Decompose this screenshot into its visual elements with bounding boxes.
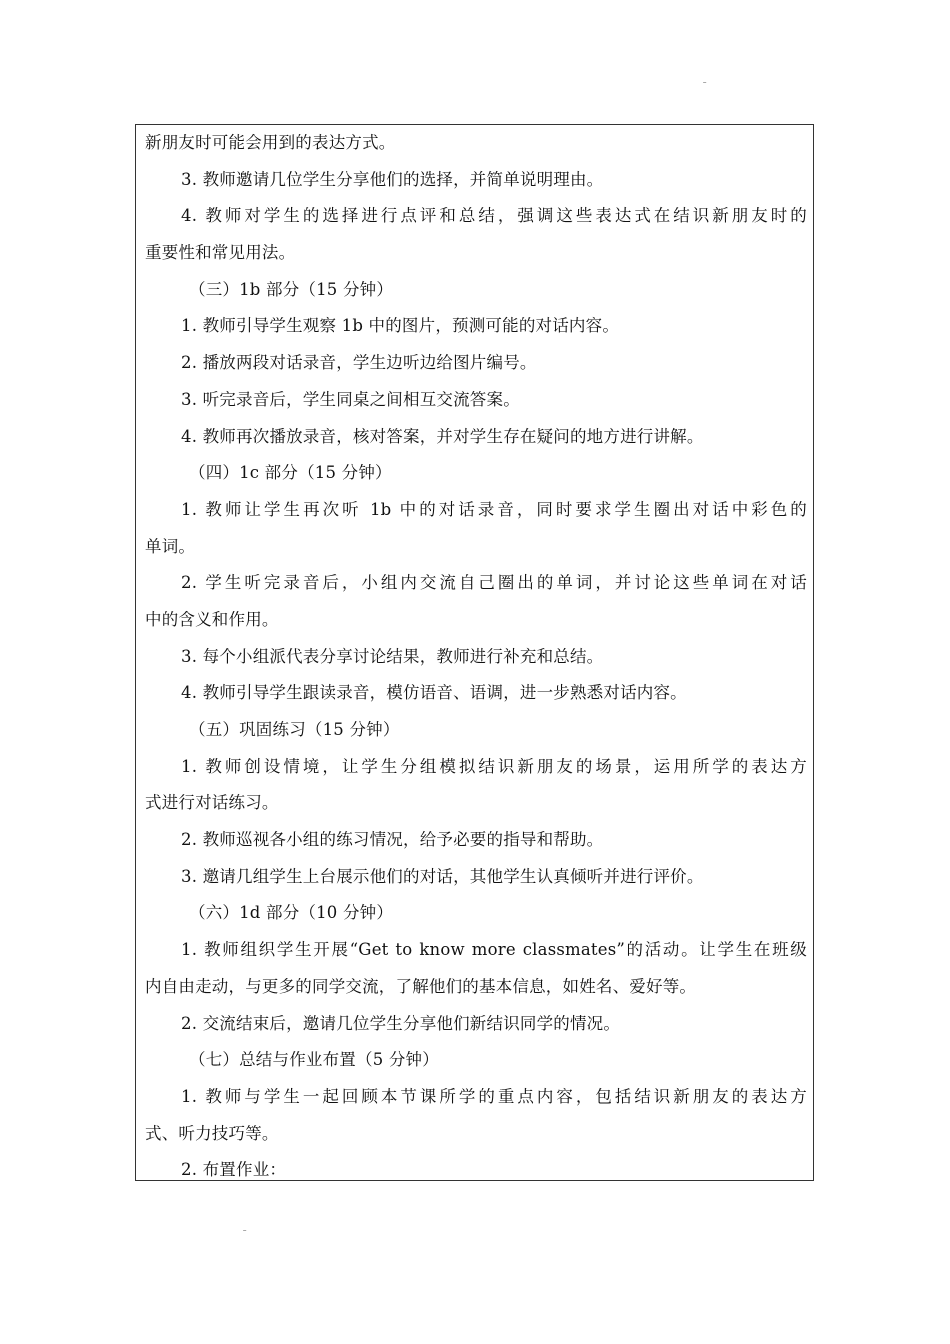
footer-mark: ˍ <box>243 1221 247 1232</box>
step-item: 1. 教师引导学生观察 1b 中的图片，预测可能的对话内容。 <box>181 316 620 336</box>
paragraph-continuation: 重要性和常见用法。 <box>145 243 296 263</box>
section-heading: （四）1c 部分（15 分钟） <box>189 463 392 483</box>
step-item: 2. 播放两段对话录音，学生边听边给图片编号。 <box>181 353 537 373</box>
step-item: 2. 布置作业： <box>181 1160 287 1180</box>
step-item: 1. 教师创设情境，让学生分组模拟结识新朋友的场景，运用所学的表达方 <box>181 756 807 776</box>
step-item: 3. 听完录音后，学生同桌之间相互交流答案。 <box>181 389 520 409</box>
paragraph-continuation: 式进行对话练习。 <box>145 793 279 813</box>
step-item: 2. 交流结束后，邀请几位学生分享他们新结识同学的情况。 <box>181 1013 621 1033</box>
step-item: 4. 教师再次播放录音，核对答案，并对学生存在疑问的地方进行讲解。 <box>181 426 704 446</box>
step-item: 2. 教师巡视各小组的练习情况，给予必要的指导和帮助。 <box>181 830 604 850</box>
step-item: 1. 教师让学生再次听 1b 中的对话录音，同时要求学生圈出对话中彩色的 <box>181 499 807 519</box>
paragraph-continuation: 中的含义和作用。 <box>145 609 279 629</box>
paragraph-continuation: 单词。 <box>145 536 196 556</box>
step-item: 3. 邀请几组学生上台展示他们的对话，其他学生认真倾听并进行评价。 <box>181 866 704 886</box>
section-heading: （五）巩固练习（15 分钟） <box>189 720 400 739</box>
header-mark: ˍ <box>703 73 707 84</box>
section-heading: （三）1b 部分（15 分钟） <box>189 279 394 299</box>
paragraph-continuation: 新朋友时可能会用到的表达方式。 <box>145 133 396 152</box>
paragraph-continuation: 内自由走动，与更多的同学交流，了解他们的基本信息，如姓名、爱好等。 <box>145 976 697 996</box>
step-item: 1. 教师与学生一起回顾本节课所学的重点内容，包括结识新朋友的表达方 <box>181 1086 807 1106</box>
section-heading: （七）总结与作业布置（5 分钟） <box>189 1050 439 1070</box>
section-heading: （六）1d 部分（10 分钟） <box>189 903 394 923</box>
step-item: 3. 教师邀请几位学生分享他们的选择，并简单说明理由。 <box>181 169 604 189</box>
lesson-plan-table-cell <box>135 124 814 1181</box>
step-item: 2. 学生听完录音后，小组内交流自己圈出的单词，并讨论这些单词在对话 <box>181 573 807 593</box>
step-item: 1. 教师组织学生开展“Get to know more classmates”的活动。让学生在班级 <box>181 940 807 960</box>
paragraph-continuation: 式、听力技巧等。 <box>145 1123 279 1143</box>
step-item: 4. 教师引导学生跟读录音，模仿语音、语调，进一步熟悉对话内容。 <box>181 683 687 703</box>
step-item: 3. 每个小组派代表分享讨论结果，教师进行补充和总结。 <box>181 646 604 666</box>
lesson-steps <box>145 125 807 1181</box>
step-item: 4. 教师对学生的选择进行点评和总结，强调这些表达式在结识新朋友时的 <box>181 206 807 226</box>
